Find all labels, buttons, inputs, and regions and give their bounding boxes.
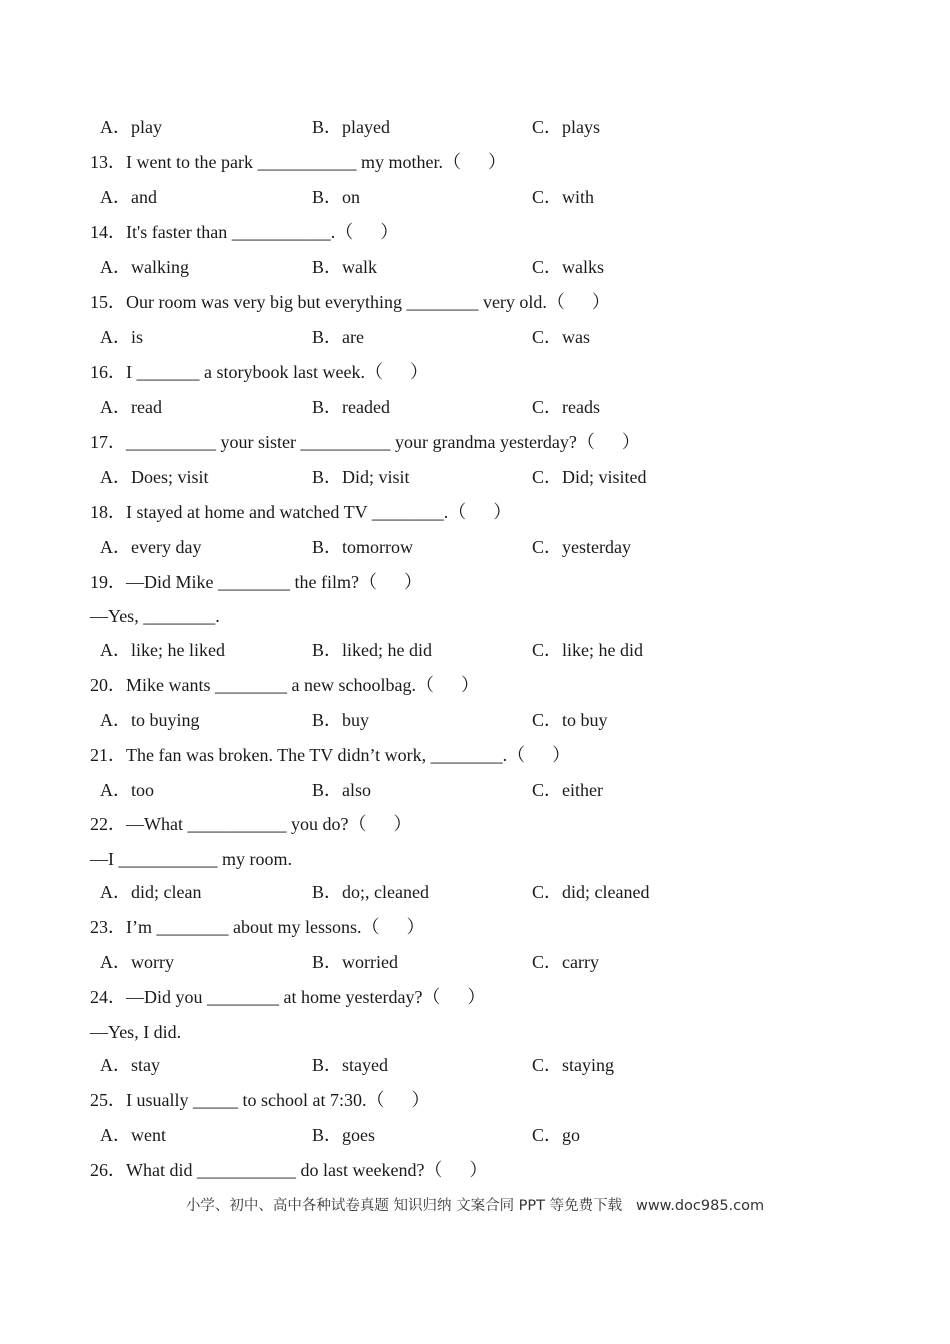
question-text: 16．I _______ a storybook last week.（ ） xyxy=(90,362,428,382)
option-b: B．Did; visit xyxy=(312,467,410,487)
option-a: A．walking xyxy=(100,257,189,277)
option-a: A．and xyxy=(100,187,157,207)
option-b: B．are xyxy=(312,327,364,347)
answer-options-row xyxy=(100,116,860,138)
option-a: A．too xyxy=(100,780,154,800)
answer-options-row xyxy=(100,1124,860,1146)
option-c: C．reads xyxy=(532,397,600,417)
answer-options-row xyxy=(100,779,860,801)
option-a: A．play xyxy=(100,117,162,137)
question-text: 17．__________ your sister __________ your grandma yesterday?（ ） xyxy=(90,432,640,452)
answer-options-row xyxy=(100,186,860,208)
question-text: 24．—Did you ________ at home yesterday?（ ） xyxy=(90,987,486,1007)
option-b: B．worried xyxy=(312,952,398,972)
question-text: 23．I’m ________ about my lessons.（ ） xyxy=(90,917,425,937)
option-c: C．go xyxy=(532,1125,581,1145)
option-b: B．walk xyxy=(312,257,377,277)
question-text: 20．Mike wants ________ a new schoolbag.（ ） xyxy=(90,675,479,695)
option-b: B．goes xyxy=(312,1125,375,1145)
question-text: 14．It's faster than ___________.（ ） xyxy=(90,222,399,242)
option-a: A．worry xyxy=(100,952,174,972)
option-c: C．yesterday xyxy=(532,537,631,557)
question-text: 26．What did ___________ do last weekend?（ ） xyxy=(90,1160,488,1180)
answer-options-row xyxy=(100,639,860,661)
option-c: C．carry xyxy=(532,952,599,972)
answer-options-row xyxy=(100,256,860,278)
question-text: —I ___________ my room. xyxy=(90,849,292,869)
question-text: 21．The fan was broken. The TV didn’t work, ________.（ ） xyxy=(90,745,571,765)
option-b: B．played xyxy=(312,117,390,137)
option-b: B．stayed xyxy=(312,1055,388,1075)
answer-options-row xyxy=(100,326,860,348)
answer-options-row xyxy=(100,396,860,418)
question-text: 19．—Did Mike ________ the film?（ ） xyxy=(90,572,422,592)
option-c: C．either xyxy=(532,780,603,800)
question-text: 25．I usually _____ to school at 7:30.（ ） xyxy=(90,1090,430,1110)
question-text: 18．I stayed at home and watched TV ________.（ ） xyxy=(90,502,512,522)
option-b: B．on xyxy=(312,187,361,207)
answer-options-row xyxy=(100,1054,860,1076)
option-c: C．staying xyxy=(532,1055,615,1075)
footer-watermark-text: 小学、初中、高中各种试卷真题 知识归纳 文案合同 PPT 等免费下载 www.doc985.com xyxy=(185,1198,765,1214)
question-text: —Yes, I did. xyxy=(90,1022,182,1042)
option-c: C．plays xyxy=(532,117,601,137)
option-a: A．stay xyxy=(100,1055,160,1075)
option-c: C．did; cleaned xyxy=(532,882,650,902)
answer-options-row xyxy=(100,709,860,731)
option-a: A．is xyxy=(100,327,144,347)
answer-options-row xyxy=(100,466,860,488)
question-text: 22．—What ___________ you do?（ ） xyxy=(90,814,412,834)
option-a: A．Does; visit xyxy=(100,467,209,487)
option-c: C．Did; visited xyxy=(532,467,647,487)
question-text: —Yes, ________. xyxy=(90,606,220,626)
question-text: 13．I went to the park ___________ my mother.（ ） xyxy=(90,152,506,172)
option-c: C．with xyxy=(532,187,595,207)
option-a: A．like; he liked xyxy=(100,640,225,660)
answer-options-row xyxy=(100,951,860,973)
option-c: C．to buy xyxy=(532,710,608,730)
option-b: B．tomorrow xyxy=(312,537,413,557)
question-text: 15．Our room was very big but everything ________ very old.（ ） xyxy=(90,292,610,312)
option-a: A．went xyxy=(100,1125,166,1145)
option-a: A．read xyxy=(100,397,162,417)
option-b: B．readed xyxy=(312,397,390,417)
option-b: B．do;, cleaned xyxy=(312,882,429,902)
answer-options-row xyxy=(100,536,860,558)
option-a: A．to buying xyxy=(100,710,200,730)
option-c: C．was xyxy=(532,327,590,347)
option-b: B．liked; he did xyxy=(312,640,432,660)
option-b: B．also xyxy=(312,780,372,800)
option-b: B．buy xyxy=(312,710,370,730)
option-a: A．every day xyxy=(100,537,202,557)
option-a: A．did; clean xyxy=(100,882,202,902)
option-c: C．walks xyxy=(532,257,604,277)
answer-options-row xyxy=(100,881,860,903)
option-c: C．like; he did xyxy=(532,640,643,660)
